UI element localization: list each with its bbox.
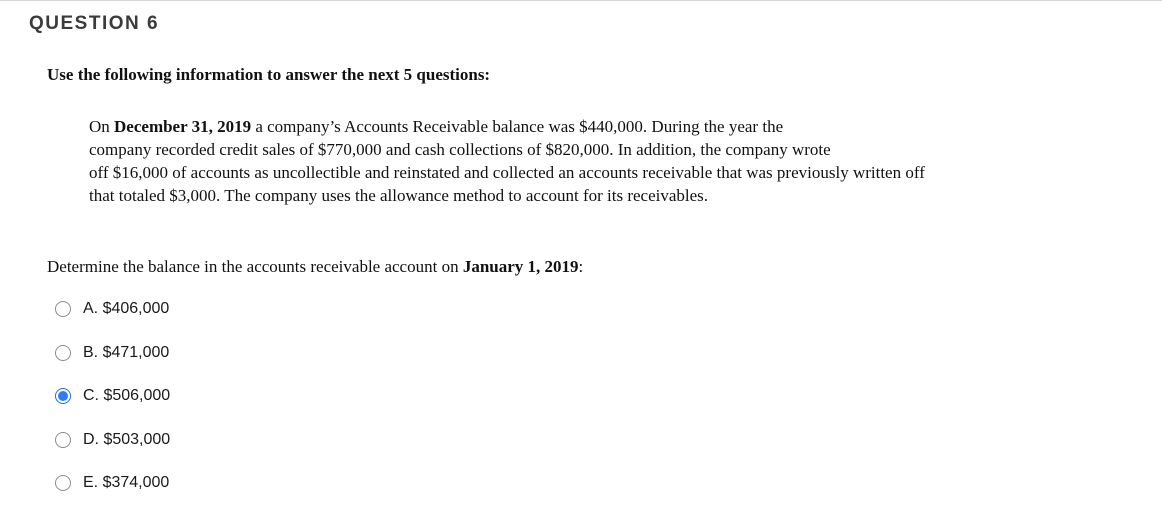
option-d[interactable] [55,429,170,451]
scenario-line-3: off $16,000 of accounts as uncollectible and reinstated and collected an accounts receivable that was previously written off [89,163,925,182]
scenario-line-1-prefix: On [89,117,115,136]
scenario-line-2: company recorded credit sales of $770,000 and cash collections of $820,000. In addition, the company wrote [89,140,831,159]
radio-button-b[interactable] [55,345,71,361]
scenario-date-bold: December 31, 2019 [114,117,252,136]
option-d-label[interactable]: D. $503,000 [83,430,171,448]
radio-button-e[interactable] [55,475,71,491]
prompt-prefix: Determine the balance in the accounts receivable account on [47,257,463,276]
option-c[interactable] [55,385,170,407]
option-a-label[interactable]: A. $406,000 [83,300,170,317]
option-e[interactable] [55,472,170,494]
radio-button-d[interactable] [55,432,71,448]
instructions-text: Use the following information to answer the next 5 questions: [47,65,491,84]
prompt-suffix: : [578,257,584,276]
scenario-line-1 [89,115,1149,138]
radio-button-a[interactable] [55,301,71,317]
answer-options [55,298,170,511]
option-c-label[interactable]: C. $506,000 [83,387,171,404]
option-e-label[interactable]: E. $374,000 [83,474,170,491]
option-b[interactable] [55,342,170,364]
scenario-paragraph [89,115,1149,207]
option-b-label[interactable]: B. $471,000 [83,343,170,361]
scenario-line-4: that totaled $3,000. The company uses the allowance method to account for its receivables. [89,186,709,205]
radio-button-c[interactable] [55,388,71,404]
question-title: QUESTION 6 [29,13,160,34]
question-prompt [47,257,583,277]
scenario-line-1-suffix: a company’s Accounts Receivable balance was $440,000. During the year the [251,117,784,136]
prompt-date-bold: January 1, 2019 [462,257,579,276]
option-a[interactable] [55,298,170,320]
